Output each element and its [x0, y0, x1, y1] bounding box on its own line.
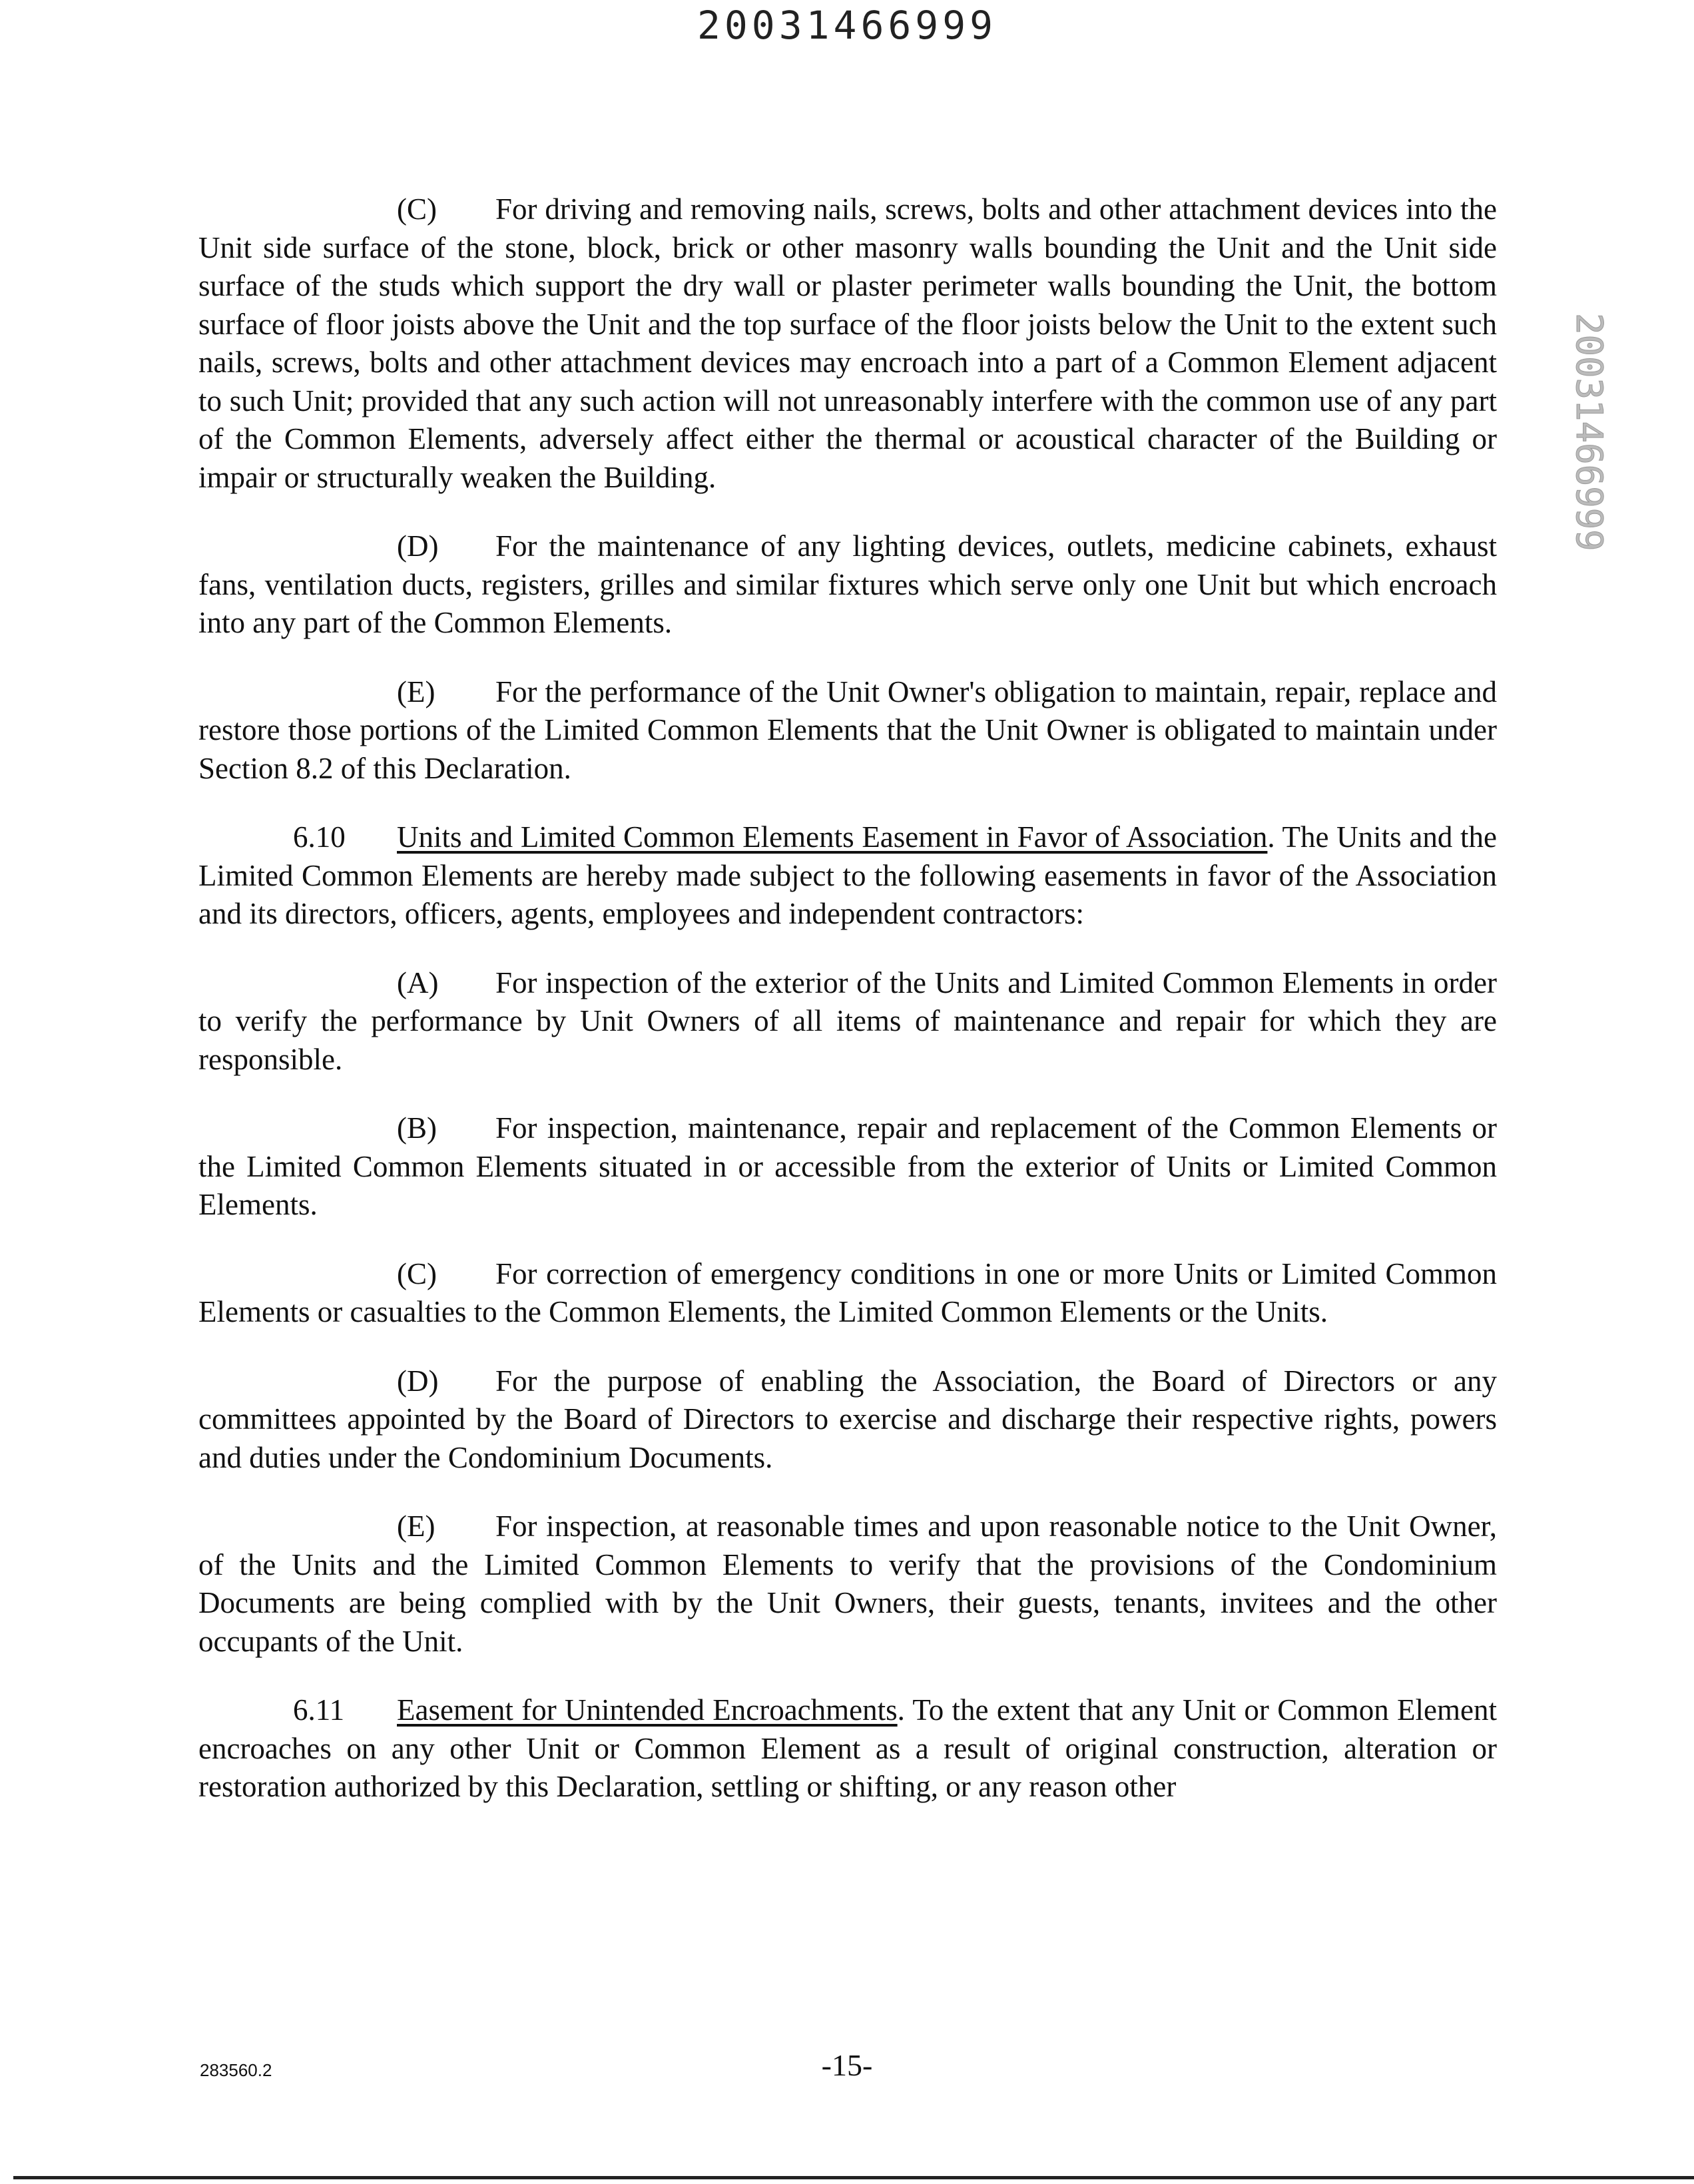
- page-number: -15-: [821, 2048, 873, 2082]
- paragraph-label: (B): [397, 1111, 437, 1145]
- paragraph-label: (C): [397, 1256, 437, 1290]
- paragraph-label: (E): [397, 1509, 435, 1543]
- paragraph-text: For driving and removing nails, screws, bolts and other attachment devices into the Unit side surface of the stone, block, brick or other masonry walls bounding the Unit and the Unit side surface of the studs which support the dry wall or plaster perimeter walls bounding the Unit, the bottom surface of floor joists above the Unit and the top surface of the floor joists below the Unit to the extent such nails, screws, bolts and other attachment devices may encroach into a part of a Common Element adjacent to such Unit; provided that any such action will not unreasonably interfere with the common use of any part of the Common Elements, adversely affect either the thermal or acoustical character of the Building or impair or structurally weaken the Building.: [198, 192, 1497, 494]
- paragraph-e-owner-obligation: [198, 673, 1497, 788]
- paragraph-text: For inspection, at reasonable times and upon reasonable notice to the Unit Owner, of the Units and the Limited Common Elements to verify that the provisions of the Condominium Documents are being complied with by the Unit Owners, their guests, tenants, invitees and the other occupants of the Unit.: [198, 1509, 1497, 1658]
- paragraph-c-driving-nails: [198, 190, 1497, 497]
- paragraph-text: For inspection, maintenance, repair and replacement of the Common Elements or the Limited Common Elements situated in or accessible from the exterior of Units or Limited Common Elements.: [198, 1111, 1497, 1221]
- section-6-10: [198, 818, 1497, 934]
- paragraph-text: For the performance of the Unit Owner's obligation to maintain, repair, replace and restore those portions of the Limited Common Elements that the Unit Owner is obligated to maintain under Section 8.2 of this Declaration.: [198, 675, 1497, 785]
- section-text: . The Units and the Limited Common Elements are hereby made subject to the following easements in favor of the Association and its directors, officers, agents, employees and independent contractors:: [198, 820, 1497, 930]
- paragraph-a-inspection-exterior: [198, 964, 1497, 1079]
- paragraph-d-board-purpose: [198, 1362, 1497, 1478]
- paragraph-text: For the maintenance of any lighting devices, outlets, medicine cabinets, exhaust fans, ventilation ducts, registers, grilles and similar fixtures which serve only one Unit but which encroach into any part of the Common Elements.: [198, 529, 1497, 639]
- paragraph-text: For inspection of the exterior of the Units and Limited Common Elements in order to verify the performance by Unit Owners of all items of maintenance and repair for which they are responsible.: [198, 965, 1497, 1076]
- bottom-rule: [13, 2176, 1694, 2179]
- paragraph-label: (E): [397, 675, 435, 708]
- paragraph-label: (A): [397, 965, 439, 999]
- paragraph-label: (C): [397, 192, 437, 226]
- section-6-11: [198, 1691, 1497, 1806]
- section-heading: Units and Limited Common Elements Easement in Favor of Association: [397, 820, 1268, 854]
- section-number: 6.10: [293, 820, 346, 854]
- paragraph-text: For correction of emergency conditions in one or more Units or Limited Common Elements or casualties to the Common Elements, the Limited Common Elements or the Units.: [198, 1256, 1497, 1328]
- paragraph-label: (D): [397, 1364, 439, 1398]
- paragraph-c-emergency: [198, 1255, 1497, 1332]
- side-stamp: 20031466999: [1568, 313, 1610, 551]
- section-text: . To the extent that any Unit or Common Element encroaches on any other Unit or Common Element as a result of original construction, alteration or restoration authorized by this Declaration, settling or shifting, or any reason other: [198, 1693, 1497, 1803]
- section-heading: Easement for Unintended Encroachments: [397, 1693, 898, 1727]
- paragraph-b-inspection-maintenance: [198, 1109, 1497, 1225]
- document-number: 20031466999: [697, 3, 997, 48]
- paragraph-label: (D): [397, 529, 439, 563]
- paragraph-d-maintenance-fixtures: [198, 527, 1497, 643]
- paragraph-text: For the purpose of enabling the Association, the Board of Directors or any committees appointed by the Board of Directors to exercise and discharge their respective rights, powers and duties under the Condominium Documents.: [198, 1364, 1497, 1474]
- document-body: [198, 190, 1497, 1837]
- paragraph-e-inspection-compliance: [198, 1507, 1497, 1661]
- footer-doc-id: 283560.2: [200, 2060, 272, 2080]
- section-number: 6.11: [293, 1693, 345, 1727]
